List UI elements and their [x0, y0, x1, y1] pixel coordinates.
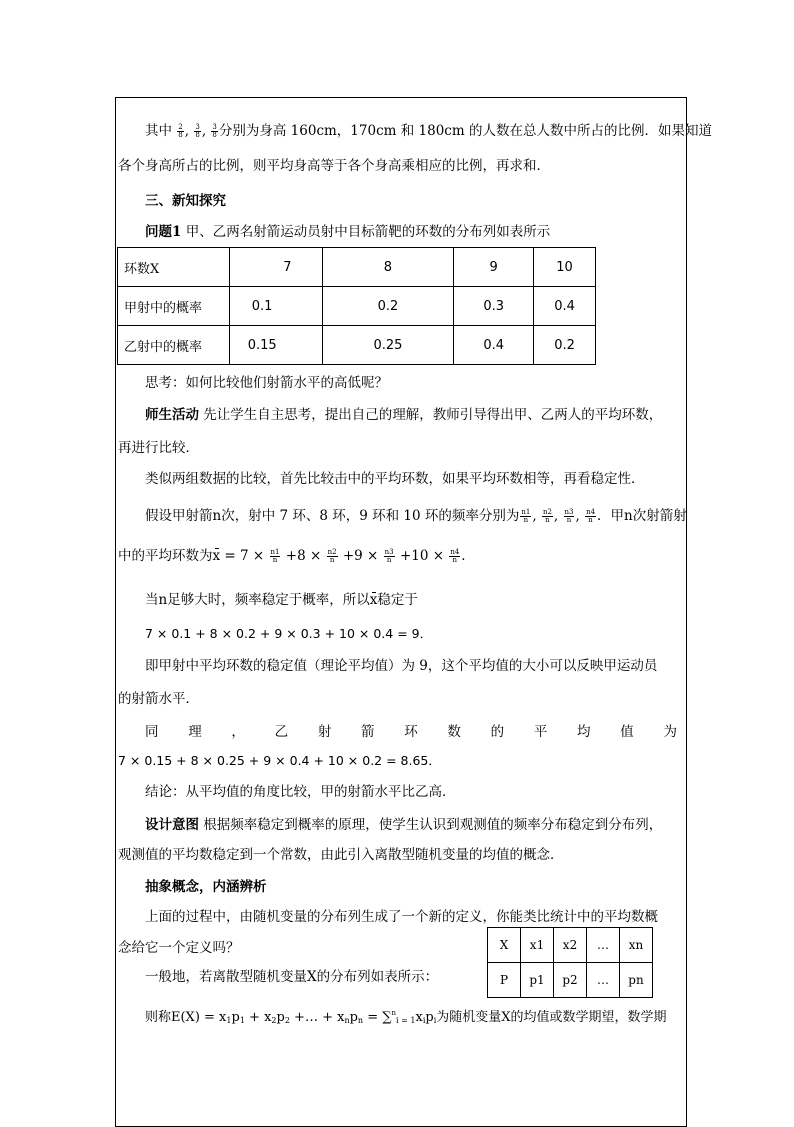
- def-part: p: [425, 1010, 434, 1025]
- table-cell: 0.3: [454, 287, 534, 326]
- same-char: 平: [533, 724, 548, 740]
- table-cell: 0.4: [454, 326, 534, 365]
- same-char: 的: [490, 724, 505, 740]
- activity-line: [145, 406, 662, 424]
- fraction-3-8-b: $\frac{3}{8}$: [212, 123, 217, 139]
- table-cell: 环数X: [118, 248, 230, 287]
- suppose-suffix: ．甲n次射箭射: [597, 508, 687, 524]
- same-char: 乙: [274, 724, 289, 740]
- table-cell: pn: [620, 963, 653, 998]
- eq-term: +9 ×: [342, 548, 379, 564]
- table-row: [118, 248, 596, 287]
- table-cell: 甲射中的概率: [118, 287, 230, 326]
- fraction-n3-n: $\frac{n3}{n}$: [384, 548, 394, 564]
- subscript: i: [422, 1016, 426, 1025]
- design-label: 设计意图: [145, 817, 199, 833]
- subscript: i = 1: [396, 1016, 416, 1025]
- table-cell: 9: [454, 248, 534, 287]
- sigma-symbol: = ∑: [363, 1010, 392, 1025]
- meaning-line: 即甲射中平均环数的稳定值（理论平均值）为 9，这个平均值的大小可以反映甲运动员: [145, 658, 658, 674]
- when-n-text: 当n足够大时，频率稳定于概率，所以: [145, 592, 370, 608]
- def-part: p: [349, 1010, 358, 1025]
- when-n-line: [145, 591, 418, 609]
- subscript: 1: [239, 1016, 245, 1025]
- table-cell: 0.1: [229, 287, 322, 326]
- table-row: [118, 287, 596, 326]
- table-cell: p2: [554, 963, 587, 998]
- same-char: 理: [188, 724, 202, 740]
- table-cell: …: [587, 928, 620, 963]
- same-char: 数: [447, 724, 461, 740]
- table-cell: xn: [620, 928, 653, 963]
- def-part: +… + x: [289, 1010, 345, 1025]
- activity-continuation: 再进行比较．: [118, 440, 199, 456]
- table-cell: 10: [534, 248, 596, 287]
- fraction-n4-n: $\frac{n4}{n}$: [450, 548, 460, 564]
- distribution-table: [117, 247, 596, 365]
- average-formula: [118, 547, 475, 565]
- calc-jia: 7 × 0.1 + 8 × 0.2 + 9 × 0.3 + 10 × 0.4 = 9．: [145, 626, 433, 641]
- suppose-line: 假设甲射箭n次，射中 7 环、8 环，9 环和 10 环的频率分别为 $\frac{n1}{n}$ , $\frac{n2}{n}$ , $\frac{n3}{n}$ , $\frac{n4}{n}$ ．甲n次射箭射: [145, 508, 687, 524]
- above-line: 上面的过程中，由随机变量的分布列生成了一个新的定义，你能类比统计中的平均数概: [145, 909, 658, 925]
- eq-term: = 7 ×: [224, 548, 265, 564]
- table-cell: 0.2: [322, 287, 454, 326]
- activity-label: 师生活动: [145, 407, 199, 423]
- def-part: x: [415, 1010, 423, 1025]
- eq-term: +10 ×: [399, 548, 445, 564]
- same-line: [145, 720, 677, 740]
- def-part: 为随机变量X的均值或数学期望，数学期: [436, 1010, 667, 1025]
- general-distribution-table: [487, 927, 653, 998]
- same-char: 箭: [361, 724, 375, 740]
- eq-term: ．: [461, 548, 475, 564]
- eq-term: +8 ×: [285, 548, 322, 564]
- table-row: [118, 326, 596, 365]
- intro-prefix: 其中: [145, 123, 172, 139]
- average-text: 中的平均环数为: [118, 548, 213, 564]
- conclusion-line: 结论：从平均值的角度比较，甲的射箭水平比乙高．: [145, 784, 456, 800]
- subscript: 2: [271, 1016, 277, 1025]
- fraction-n1-n: $\frac{n1}{n}$: [521, 508, 531, 524]
- fraction-n2-n: $\frac{n2}{n}$: [542, 508, 552, 524]
- subscript: 1: [226, 1016, 232, 1025]
- same-char: 环: [404, 724, 418, 740]
- intro-suffix: 分别为身高 160cm，170cm 和 180cm 的人数在总人数中所占的比例．如果知道: [218, 123, 712, 139]
- fraction-2-8: $\frac{2}{8}$: [178, 123, 183, 139]
- design-text: 根据频率稳定到概率的原理，使学生认识到观测值的频率分布稳定到分布列，: [203, 817, 663, 833]
- table-cell: x1: [521, 928, 554, 963]
- subscript: 2: [284, 1016, 290, 1025]
- above-continuation: 念给它一个定义吗？: [118, 940, 240, 956]
- fraction-n3-n: $\frac{n3}{n}$: [564, 508, 574, 524]
- table-cell: 7: [229, 248, 322, 287]
- problem-text: 甲、乙两名射箭运动员射中目标箭靶的环数的分布列如表所示: [185, 224, 551, 240]
- def-part: p: [231, 1010, 240, 1025]
- section-heading: 三、新知探究: [145, 193, 226, 209]
- table-cell: X: [488, 928, 521, 963]
- def-part: + x: [244, 1010, 272, 1025]
- fraction-n2-n: $\frac{n2}{n}$: [327, 548, 337, 564]
- table-cell: x2: [554, 928, 587, 963]
- table-cell: p1: [521, 963, 554, 998]
- same-char: ，: [231, 724, 245, 740]
- x-bar-symbol: x: [212, 548, 221, 564]
- subscript: n: [344, 1016, 350, 1025]
- intro-line: 其中 $\frac{2}{8}$ , $\frac{3}{8}$ , $\frac{3}{8}$ 分别为身高 160cm，170cm 和 180cm 的人数在总人数中所占的比例．如果知道: [145, 123, 712, 139]
- def-part: p: [276, 1010, 285, 1025]
- x-bar-symbol: x: [369, 592, 378, 608]
- intro-continuation: 各个身高所占的比例，则平均身高等于各个身高乘相应的比例，再求和．: [118, 158, 550, 174]
- table-cell: 0.4: [534, 287, 596, 326]
- fraction-3-8-a: $\frac{3}{8}$: [195, 123, 200, 139]
- table-cell: 乙射中的概率: [118, 326, 230, 365]
- same-char: 射: [317, 724, 332, 740]
- same-char: 同: [145, 724, 159, 740]
- table-cell: …: [587, 963, 620, 998]
- subscript: i: [433, 1016, 437, 1025]
- table-cell: 8: [322, 248, 454, 287]
- table-cell: 0.2: [534, 326, 596, 365]
- when-n-suffix: 稳定于: [377, 592, 418, 608]
- meaning-continuation: 的射箭水平．: [118, 691, 199, 707]
- def-part: 则称E(X) = x: [145, 1010, 227, 1025]
- abstract-heading: 抽象概念，内涵辨析: [145, 879, 267, 895]
- expectation-definition: [145, 1004, 667, 1030]
- think-question: 思考：如何比较他们射箭水平的高低呢？: [145, 375, 388, 391]
- subscript: n: [357, 1016, 364, 1025]
- table-cell: 0.25: [322, 326, 454, 365]
- calc-yi: 7 × 0.15 + 8 × 0.25 + 9 × 0.4 + 10 × 0.2 = 8.65．: [118, 753, 441, 768]
- problem-1: [145, 223, 550, 241]
- fraction-n1-n: $\frac{n1}{n}$: [270, 548, 280, 564]
- table-cell: 0.15: [229, 326, 322, 365]
- design-continuation: 观测值的平均数稳定到一个常数，由此引入离散型随机变量的均值的概念．: [118, 847, 564, 863]
- table-cell: P: [488, 963, 521, 998]
- problem-label: 问题1: [145, 224, 182, 240]
- suppose-text: 假设甲射箭n次，射中 7 环、8 环，9 环和 10 环的频率分别为: [145, 508, 520, 524]
- similar-line: 类似两组数据的比较，首先比较击中的平均环数，如果平均环数相等，再看稳定性．: [145, 471, 645, 487]
- table-row: [488, 928, 653, 963]
- activity-text: 先让学生自主思考，提出自己的理解，教师引导得出甲、乙两人的平均环数，: [203, 407, 663, 423]
- fraction-n4-n: $\frac{n4}{n}$: [586, 508, 596, 524]
- same-char: 为: [663, 724, 677, 740]
- design-line: [145, 816, 662, 834]
- general-line: 一般地，若离散型随机变量X的分布列如表所示：: [145, 969, 439, 985]
- same-char: 均: [577, 724, 591, 740]
- same-char: 值: [620, 724, 634, 740]
- table-row: [488, 963, 653, 998]
- superscript: n: [391, 1009, 397, 1017]
